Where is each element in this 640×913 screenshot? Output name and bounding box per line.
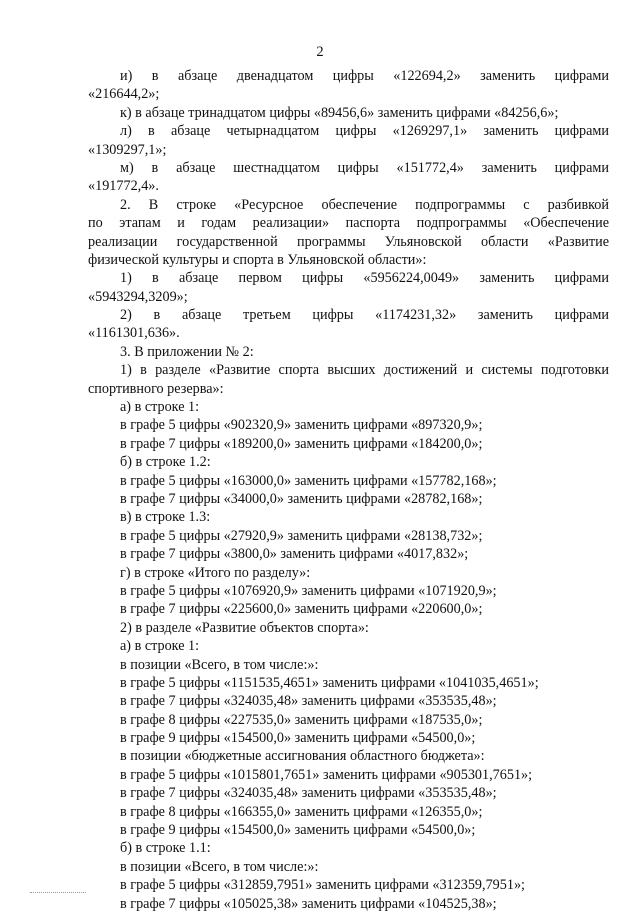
text-line: в графе 7 цифры «105025,38» заменить цифрами «104525,38»; (120, 895, 497, 912)
text-line: «1309297,1»; (88, 141, 167, 158)
text-line: «191772,4». (88, 178, 159, 195)
text-line: в графе 7 цифры «324035,48» заменить цифрами «353535,48»; (120, 693, 497, 710)
text-line: «5943294,3209»; (88, 288, 188, 305)
scan-artifact (30, 892, 86, 893)
text-line: «1161301,636». (88, 325, 180, 342)
text-line: в позиции «Всего, в том числе:»: (120, 858, 319, 875)
text-line: в графе 5 цифры «1151535,4651» заменить цифрами «1041035,4651»; (120, 674, 539, 691)
text-line: спортивного резерва»: (88, 380, 224, 397)
text-line: в графе 7 цифры «34000,0» заменить цифрами «28782,168»; (120, 490, 483, 507)
page-number: 2 (316, 44, 324, 60)
text-line: «216644,2»; (88, 86, 160, 103)
text-line: а) в строке 1: (120, 399, 200, 416)
text-line: 2. В строке «Ресурсное обеспечение подпрограммы с разбивкой (120, 196, 609, 213)
text-line: 1) в абзаце первом цифры «5956224,0049» заменить цифрами (120, 270, 609, 287)
text-line: л) в абзаце четырнадцатом цифры «1269297,1» заменить цифрами (120, 123, 609, 140)
text-line: в графе 5 цифры «27920,9» заменить цифрами «28138,732»; (120, 527, 483, 544)
text-line: в позиции «бюджетные ассигнования областного бюджета»: (120, 748, 485, 765)
text-line: по этапам и годам реализации» паспорта подпрограммы «Обеспечение (88, 215, 609, 232)
text-line: г) в строке «Итого по разделу»: (120, 564, 311, 581)
text-line: в графе 7 цифры «225600,0» заменить цифрами «220600,0»; (120, 601, 483, 618)
text-line: в позиции «Всего, в том числе:»: (120, 656, 319, 673)
text-line: м) в абзаце шестнадцатом цифры «151772,4» заменить цифрами (120, 159, 609, 176)
text-line: в графе 5 цифры «163000,0» заменить цифрами «157782,168»; (120, 472, 497, 489)
text-line: 2) в разделе «Развитие объектов спорта»: (120, 619, 369, 636)
text-line: в графе 8 цифры «166355,0» заменить цифрами «126355,0»; (120, 803, 483, 820)
text-line: в графе 7 цифры «189200,0» заменить цифрами «184200,0»; (120, 435, 483, 452)
text-line: б) в строке 1.1: (120, 840, 211, 857)
text-line: в графе 8 цифры «227535,0» заменить цифрами «187535,0»; (120, 711, 483, 728)
text-line: и) в абзаце двенадцатом цифры «122694,2» заменить цифрами (120, 68, 609, 84)
text-line: в графе 5 цифры «312859,7951» заменить цифрами «312359,7951»; (120, 877, 525, 894)
text-line: а) в строке 1: (120, 638, 200, 655)
text-line: реализации государственной программы Ульяновской области «Развитие (88, 233, 609, 250)
text-line: в графе 9 цифры «154500,0» заменить цифрами «54500,0»; (120, 822, 476, 839)
text-line: к) в абзаце тринадцатом цифры «89456,6» заменить цифрами «84256,6»; (120, 104, 559, 121)
text-line: в графе 7 цифры «3800,0» заменить цифрами «4017,832»; (120, 546, 469, 563)
text-line: 1) в разделе «Развитие спорта высших достижений и системы подготовки (120, 362, 609, 379)
document-body (88, 67, 609, 913)
text-line: в графе 5 цифры «1015801,7651» заменить цифрами «905301,7651»; (120, 766, 533, 783)
text-line: в графе 7 цифры «324035,48» заменить цифрами «353535,48»; (120, 785, 497, 802)
text-line: в) в строке 1.3: (120, 509, 211, 526)
text-line: физической культуры и спорта в Ульяновской области»: (88, 251, 427, 268)
text-line: в графе 5 цифры «1076920,9» заменить цифрами «1071920,9»; (120, 582, 497, 599)
text-line: в графе 5 цифры «902320,9» заменить цифрами «897320,9»; (120, 417, 483, 434)
text-line: 3. В приложении № 2: (120, 343, 254, 360)
text-line: в графе 9 цифры «154500,0» заменить цифрами «54500,0»; (120, 730, 476, 747)
text-line: б) в строке 1.2: (120, 454, 211, 471)
text-line: 2) в абзаце третьем цифры «1174231,32» заменить цифрами (120, 307, 609, 324)
